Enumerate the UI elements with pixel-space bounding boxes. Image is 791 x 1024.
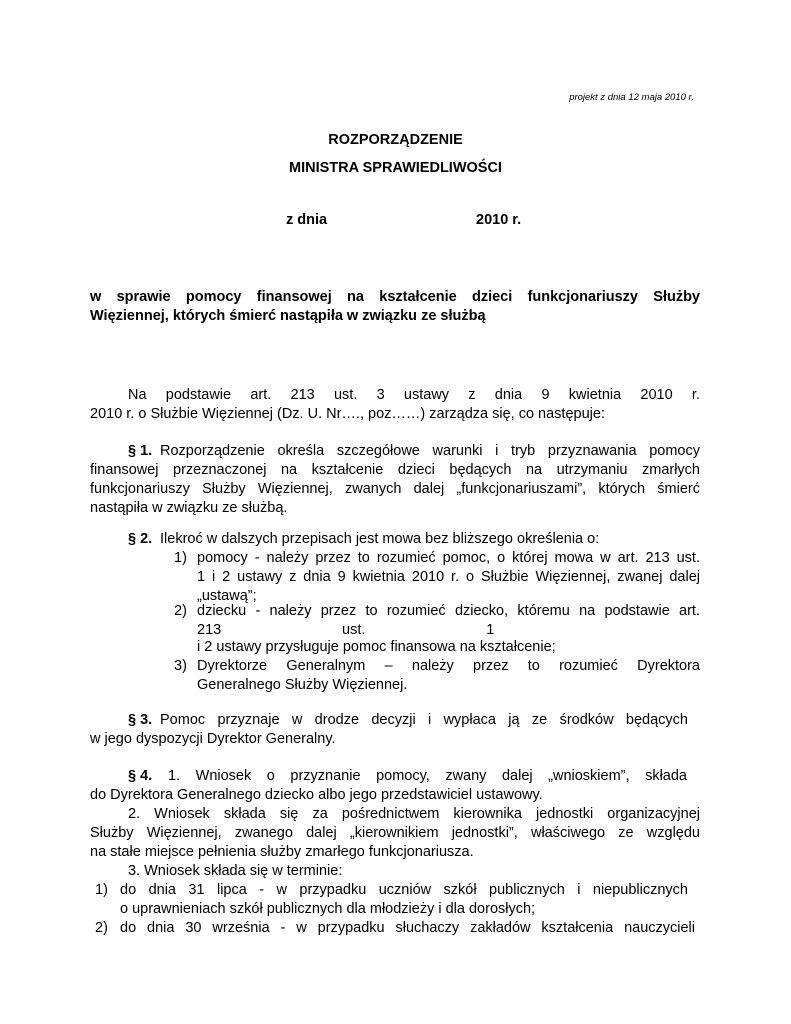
list-number: 1) [95, 882, 108, 898]
subject-line: w sprawie pomocy finansowej na kształcenie dzieci funkcjonariuszy Służby [90, 289, 700, 305]
paragraph-line: do Dyrektora Generalnego dziecko albo jego przedstawiciel ustawowy. [90, 787, 543, 803]
paragraph-line: nastąpiła w związku ze służbą. [90, 500, 288, 516]
list-number: 2) [95, 920, 108, 936]
date-label: z dnia [286, 212, 328, 228]
document-title: ROZPORZĄDZENIE [328, 132, 463, 148]
paragraph-number: § 1. [128, 443, 153, 459]
paragraph-line: funkcjonariuszy Służby Więziennej, zwanych dalej „funkcjonariuszami”, których śmierć [90, 481, 700, 497]
draft-note: projekt z dnia 12 maja 2010 r. [569, 92, 694, 103]
paragraph-number: § 3. [128, 712, 153, 728]
list-line: o uprawnieniach szkół publicznych dla młodzieży i dla dorosłych; [120, 901, 536, 917]
paragraph-number: § 2. [128, 531, 153, 547]
list-line: do dnia 30 września - w przypadku słuchaczy zakładów kształcenia nauczycieli [120, 920, 695, 936]
list-number: 2) [174, 603, 187, 619]
paragraph-line: 1. Wniosek o przyznanie pomocy, zwany dalej „wnioskiem”, składa [168, 768, 687, 784]
subject [90, 288, 700, 326]
paragraph-number: § 4. [128, 768, 153, 784]
paragraph-line: 2. Wniosek składa się za pośrednictwem kierownika jednostki organizacyjnej [128, 806, 700, 822]
intro-line: Na podstawie art. 213 ust. 3 ustawy z dnia 9 kwietnia 2010 r. [128, 387, 700, 403]
list-line: 213 ust. 1 [197, 622, 495, 638]
list-line: do dnia 31 lipca - w przypadku uczniów szkół publicznych i niepublicznych [120, 882, 688, 898]
paragraph-line: na stałe miejsce pełnienia służby zmarłego funkcjonariusza. [90, 844, 474, 860]
subject-line: Więziennej, których śmierć nastąpiła w związku ze służbą [90, 308, 486, 324]
list-line: dziecku - należy przez to rozumieć dziecko, któremu na podstawie art. [197, 603, 700, 619]
paragraph-line: Służby Więziennej, zwanego dalej „kierownikiem jednostki”, właściwego ze względu [90, 825, 700, 841]
paragraph-lead: Ilekroć w dalszych przepisach jest mowa bez bliższego określenia o: [160, 531, 600, 547]
paragraph-line: 3. Wniosek składa się w terminie: [128, 863, 343, 879]
issuing-authority: MINISTRA SPRAWIEDLIWOŚCI [289, 160, 502, 176]
date-year: 2010 r. [476, 212, 522, 228]
list-line: 1 i 2 ustawy z dnia 9 kwietnia 2010 r. o Służbie Więziennej, zwanej dalej [197, 569, 700, 585]
paragraph-line: w jego dyspozycji Dyrektor Generalny. [90, 731, 336, 747]
list-line: „ustawą”; [197, 588, 257, 604]
list-line: i 2 ustawy przysługuje pomoc finansowa na kształcenie; [197, 639, 556, 655]
paragraph-line: finansowej przeznaczonej na kształcenie dzieci będących na utrzymaniu zmarłych [90, 462, 700, 478]
list-number: 1) [174, 550, 187, 566]
paragraph-line: Rozporządzenie określa szczegółowe warunki i tryb przyznawania pomocy [160, 443, 700, 459]
list-number: 3) [174, 658, 187, 674]
list-line: Generalnego Służby Więziennej. [197, 677, 408, 693]
list-line: pomocy - należy przez to rozumieć pomoc, o której mowa w art. 213 ust. [197, 550, 700, 566]
intro-line: 2010 r. o Służbie Więziennej (Dz. U. Nr…., poz……) zarządza się, co następuje: [90, 406, 605, 422]
list-line: Dyrektorze Generalnym – należy przez to rozumieć Dyrektora [197, 658, 700, 674]
paragraph-line: Pomoc przyznaje w drodze decyzji i wypłaca ją ze środków będących [160, 712, 688, 728]
